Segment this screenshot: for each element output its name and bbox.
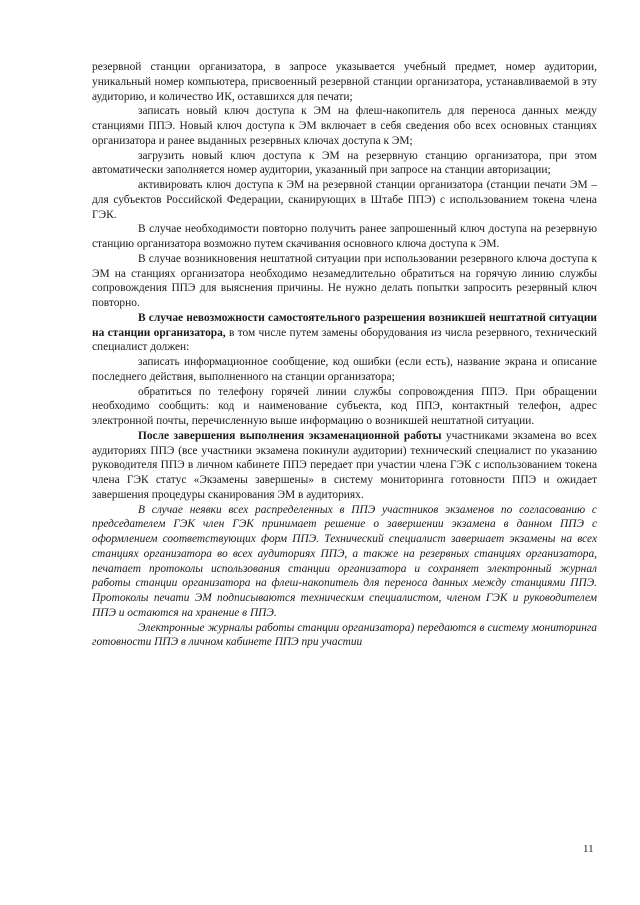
paragraph [92, 429, 597, 503]
paragraph: резервной станции организатора, в запросе указывается учебный предмет, номер аудитории, уникальный номер компьютера, присвоенный резервной станции организатора, устанавливаемой в эту аудиторию, и количество ИК, оставшихся для печати; [92, 61, 597, 103]
paragraph-text: участниками экзамена во всех аудиториях ППЭ (все участники экзамена покинули аудитории) технический специалист по указанию руководителя ППЭ в личном кабинете ППЭ передает при участии члена ГЭК с использованием токена члена ГЭК статус «Экзамены завершены» в систему мониторинга готовности ППЭ и ожидает завершения процедуры сканирования ЭМ в аудиториях. [92, 429, 597, 501]
paragraph-text: в том числе путем замены оборудования из числа резервного, технический специалист должен: [92, 326, 597, 354]
bold-lead: В случае невозможности самостоятельного разрешения возникшей нештатной ситуации на станции организатора, [92, 311, 597, 339]
paragraph [92, 311, 597, 355]
paragraph: записать новый ключ доступа к ЭМ на флеш-накопитель для переноса данных между станциями ППЭ. Новый ключ доступа к ЭМ включает в себя сведения обо всех основных станциях организатора и ранее выданных резервных ключах доступа к ЭМ; [92, 105, 597, 147]
paragraph: записать информационное сообщение, код ошибки (если есть), название экрана и описание последнего действия, выполненного на станции организатора; [92, 356, 597, 383]
paragraph: активировать ключ доступа к ЭМ на резервной станции организатора (станции печати ЭМ – для субъектов Российской Федерации, сканирующих в Штабе ППЭ) с использованием токена члена ГЭК. [92, 179, 597, 221]
page-body [92, 60, 597, 650]
paragraph: В случае необходимости повторно получить ранее запрошенный ключ доступа на резервную станцию организатора возможно путем скачивания основного ключа доступа к ЭМ. [92, 223, 597, 250]
paragraph: загрузить новый ключ доступа к ЭМ на резервную станцию организатора, при этом автоматически заполняется номер аудитории, указанный при запросе на станции авторизации; [92, 149, 597, 177]
paragraph-italic: В случае неявки всех распределенных в ППЭ участников экзаменов по согласованию с председателем ГЭК член ГЭК принимает решение о завершении экзамена в данном ППЭ с оформлением соответствующих форм ППЭ. Технический специалист завершает экзамены на всех станциях организатора во всех аудиториях ППЭ, а также на резервных станциях организатора, печатает протоколы использования станции организатора и сохраняет электронный журнал работы станции организатора на флеш-накопитель для переноса данных между станциями ППЭ. Протоколы печати ЭМ подписываются техническим специалистом, членом ГЭК и руководителем ППЭ и остаются на хранение в ППЭ. [92, 503, 597, 619]
page-number: 11 [583, 843, 594, 855]
bold-lead: После завершения выполнения экзаменационной работы [138, 429, 442, 442]
paragraph-italic: Электронные журналы работы станции организатора) передаются в систему мониторинга готовности ППЭ в личном кабинете ППЭ при участии [92, 621, 597, 649]
paragraph: В случае возникновения нештатной ситуации при использовании резервного ключа доступа к ЭМ на станциях организатора необходимо незамедлительно обратиться на горячую линию службы сопровождения ППЭ для выяснения причины. Не нужно делать попытки запросить резервный ключ повторно. [92, 252, 597, 309]
paragraph: обратиться по телефону горячей линии службы сопровождения ППЭ. При обращении необходимо сообщить: код и наименование субъекта, код ППЭ, контактный телефон, адрес электронной почты, перечисленную выше информацию о возникшей нештатной ситуации. [92, 385, 597, 427]
